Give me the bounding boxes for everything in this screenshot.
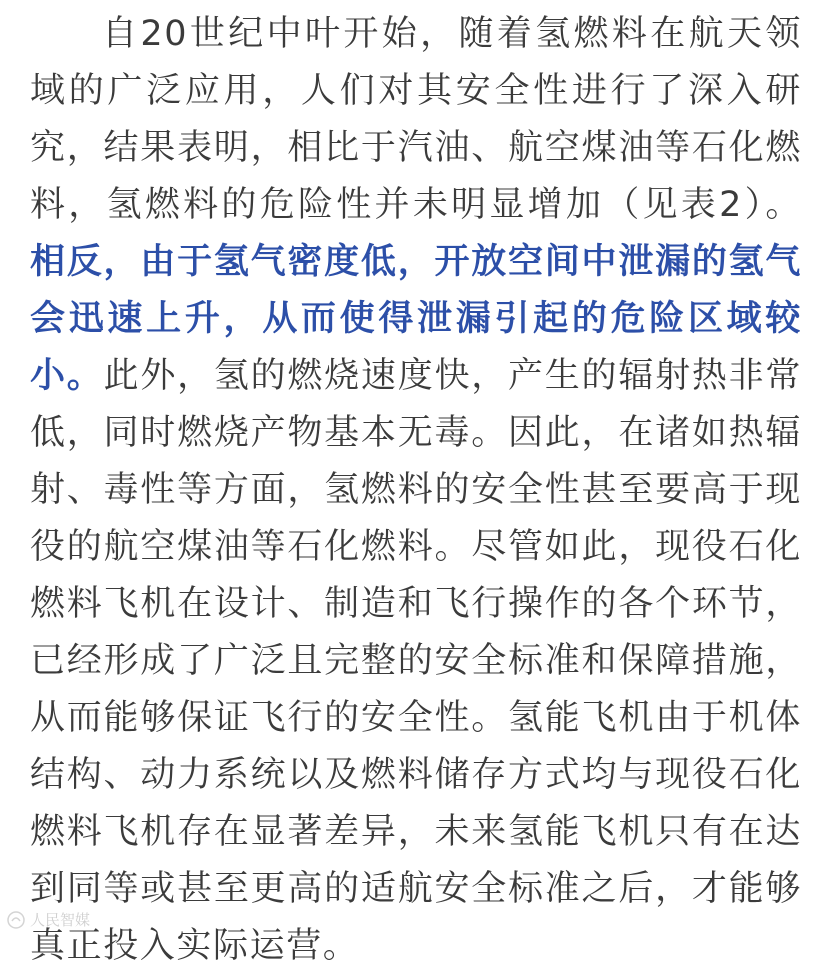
watermark-logo-icon [6,910,26,930]
paragraph-text-intro: 自20世纪中叶开始，随着氢燃料在航天领域的广泛应用，人们对其安全性进行了深入研究，结果表明，相比于汽油、航空煤油等石化燃料，氢燃料的危险性并未明显增加（见表2）。 [30,14,802,225]
paragraph-text-body: 此外，氢的燃烧速度快，产生的辐射热非常低，同时燃烧产物基本无毒。因此，在诸如热辐射、毒性等方面，氢燃料的安全性甚至要高于现役的航空煤油等石化燃料。尽管如此，现役石化燃料飞机在设计、制造和飞行操作的各个环节，已经形成了广泛且完整的安全标准和保障措施，从而能够保证飞行的安全性。氢能飞机由于机体结构、动力系统以及燃料储存方式均与现役石化燃料飞机存在显著差异，未来氢能飞机只有在达到同等或甚至更高的适航安全标准之后，才能够真正投入实际运营。 [30,356,802,966]
watermark-text: 人民智媒 [30,911,91,929]
watermark [6,909,90,930]
article-paragraph [30,0,802,975]
emphasized-text: 相反，由于氢气密度低，开放空间中泄漏的氢气会迅速上升，从而使得泄漏引起的危险区域较小。 [30,242,802,396]
